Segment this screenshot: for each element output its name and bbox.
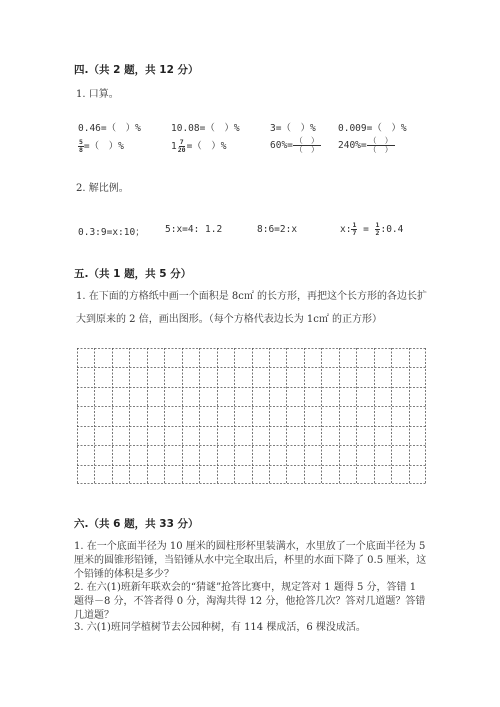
calc-item-mixed-number: 1 $\frac{7}{20}$ =（ ）% <box>171 138 227 154</box>
proportion-item: 8:6=2:x <box>257 224 298 235</box>
question-text: 1. 在一个底面半径为 10 厘米的圆柱形杯里装满水，水里放了一个底面半径为 5 厘米的圆锥形铅锤，当铅锤从水中完全取出后，杯里的水面下降了 0.5 厘米，这个铅锤的体积是多少？ <box>74 541 427 580</box>
section-4-heading: 四.（共 2 题，共 12 分） <box>74 64 199 76</box>
calc-item-percent-to-fraction: 60%= $\frac{( )}{( )}$ <box>270 136 319 154</box>
question-1-label: 1. 口算。 <box>76 89 119 100</box>
calc-item-fraction: $\frac{5}{8}$ =（ ）% <box>79 138 124 154</box>
fraction: $\frac{1}{2}$ <box>375 221 380 237</box>
calc-item-percent-to-fraction: 240%= $\frac{( )}{( )}$ <box>338 136 393 154</box>
calc-item: 0.009=（ ）% <box>338 123 407 134</box>
fraction: $\frac{7}{20}$ <box>177 138 186 154</box>
grid-lines <box>77 348 426 484</box>
grid-paper <box>77 348 426 484</box>
section-6-heading: 六.（共 6 题，共 33 分） <box>74 518 199 530</box>
blank-fraction: $\frac{( )}{( )}$ <box>294 136 319 154</box>
calc-item: 3=（ ）% <box>270 123 316 134</box>
question-text: 大到原来的 2 倍，画出图形。（每个方格代表边长为 1c㎡ 的正方形） <box>76 314 383 325</box>
question-2-label: 2. 解比例。 <box>76 183 129 194</box>
section-5-heading: 五.（共 1 题，共 5 分） <box>74 268 192 280</box>
blank-fraction: $\frac{( )}{( )}$ <box>368 136 393 154</box>
calc-item: 0.46=（ ）% <box>78 123 141 134</box>
question-text: 1. 在下面的方格纸中画一个面积是 8c㎡ 的长方形，再把这个长方形的各边长扩 <box>76 291 428 302</box>
question-text: 2. 在六(1)班新年联欢会的“猜谜”抢答比赛中，规定答对 1 题得 5 分，答错 1 题得－8 分，不答者得 0 分，淘淘共得 12 分，他抢答几次？答对几道题？答错几道题？ <box>74 582 426 621</box>
proportion-item: 0.3:9=x:10； <box>78 227 145 238</box>
calc-item: 10.08=（ ）% <box>171 123 240 134</box>
question-text: 3. 六(1)班同学植树节去公园种树，有 114 棵成活，6 棵没成活。 <box>74 622 366 633</box>
fraction: $\frac{1}{7}$ <box>352 221 357 237</box>
proportion-item: 5:x=4: 1.2 <box>165 224 223 235</box>
proportion-item-fraction: x: $\frac{1}{7}$ = $\frac{1}{2}$ :0.4 <box>340 221 404 237</box>
fraction: $\frac{5}{8}$ <box>79 138 83 154</box>
